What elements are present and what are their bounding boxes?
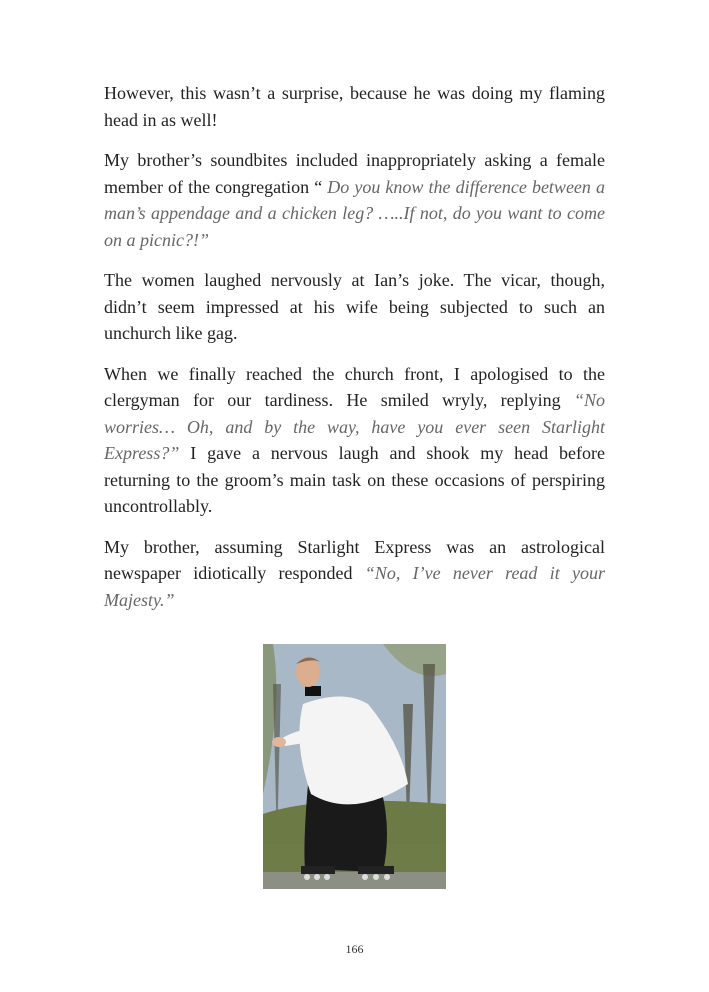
paragraph-text: When we finally reached the church front, I apologised to the clergyman for our tardiness. He smiled wryly, replying xyxy=(104,363,605,410)
paragraph xyxy=(104,534,605,614)
quoted-speech: “No, I’ve never read it your Majesty.” xyxy=(104,563,606,610)
hand xyxy=(272,737,286,747)
paragraph xyxy=(104,267,605,347)
paragraph xyxy=(104,80,605,133)
vicar-rollerblading-photo xyxy=(263,644,446,889)
paragraph-text: However, this wasn’t a surprise, because he was doing my flaming head in as well! xyxy=(104,83,605,130)
photo-illustration xyxy=(263,644,446,889)
quoted-speech: “No worries… Oh, and by the way, have you ever seen Starlight Express?” xyxy=(104,390,605,463)
path-ground xyxy=(263,872,446,889)
collar xyxy=(305,686,321,696)
paragraph xyxy=(104,361,605,520)
paragraph xyxy=(104,147,605,253)
paragraph-text: I gave a nervous laugh and shook my head before returning to the groom’s main task on these occasions of perspiring uncontrollably. xyxy=(104,443,605,516)
quoted-speech: Do you know the difference between a man’s appendage and a chicken leg? …..If not, do you want to come on a picnic?!” xyxy=(104,176,605,250)
page-number: 166 xyxy=(345,942,364,956)
paragraph-text: My brother’s soundbites included inappropriately asking a female member of the congregation “ xyxy=(104,150,605,197)
paragraph-text: The women laughed nervously at Ian’s joke. The vicar, though, didn’t seem impressed at his wife being subjected to such an unchurch like gag. xyxy=(104,270,605,343)
page-body xyxy=(104,80,605,627)
left-skate xyxy=(301,866,335,874)
right-skate xyxy=(358,866,394,874)
paragraph-text: My brother, assuming Starlight Express was an astrological newspaper idiotically responded xyxy=(104,536,605,583)
